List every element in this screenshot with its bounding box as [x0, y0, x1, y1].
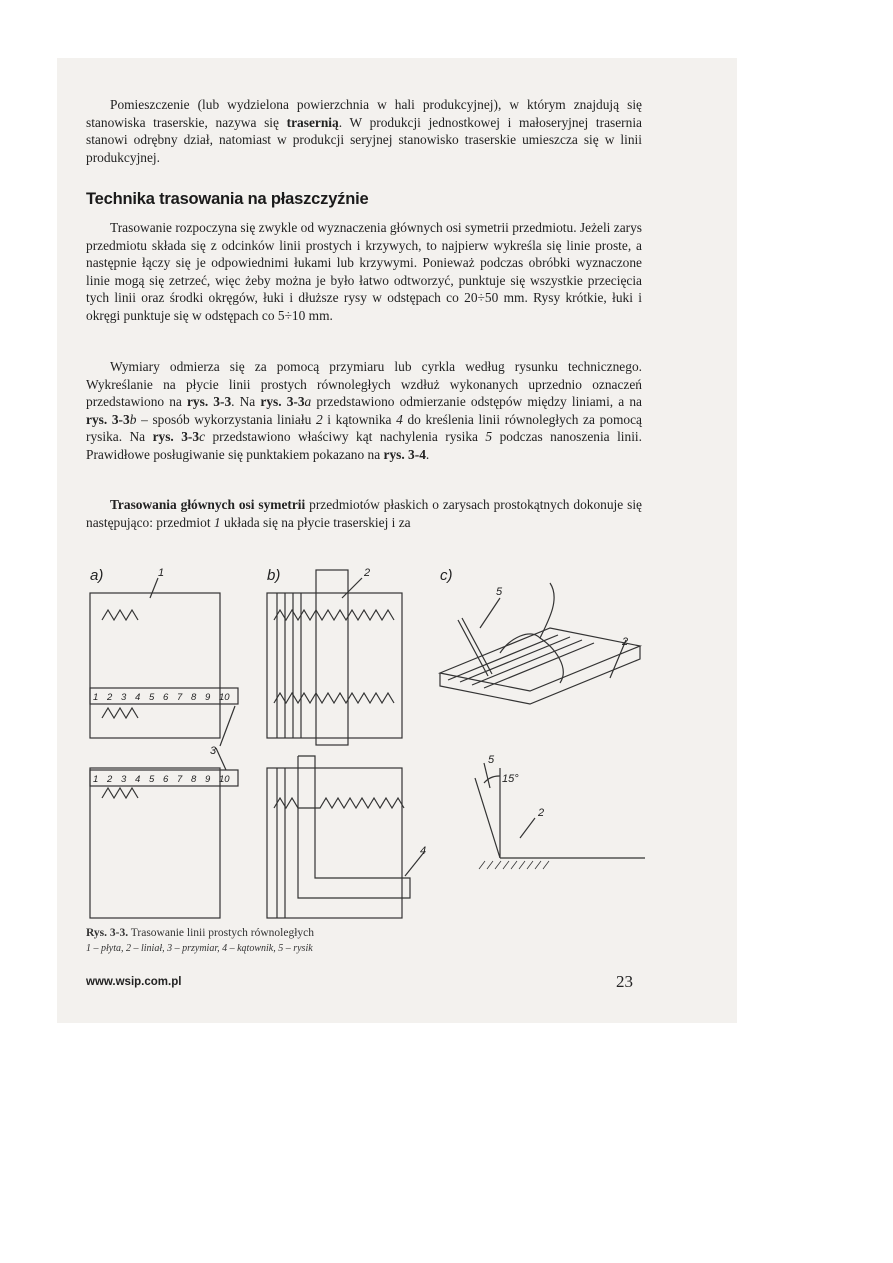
figure-3-3: [80, 558, 660, 926]
scriber-5: [458, 620, 488, 676]
ruler-number: 9: [205, 692, 211, 703]
label-4: 4: [420, 845, 427, 857]
ruler-number: 4: [135, 692, 141, 703]
label-3: 3: [210, 745, 217, 757]
ruler-number: 5: [149, 692, 155, 703]
ruler-number: 4: [135, 774, 141, 785]
paragraph-2: Trasowanie rozpoczyna się zwykle od wyznaczenia głównych osi symetrii przedmiotu. Jeżeli zarys przedmiotu składa się z odcinków linii prostych i krzywych, to najpierw wykreśla się linie proste, a następnie łączy się je odpowiednimi łukami lub krzywymi. Ponieważ podczas obróbki wyznaczone linie mogą się zetrzeć, więc żeby można je było łatwo odtworzyć, punktuje się wszystkie przecięcia tych linii oraz środki okręgów, łuki i dłuższe rysy w odstępach co 20÷50 mm. Rysy krótkie, łuki i okręgi punktuje się w odstępach co 5÷10 mm.: [86, 220, 642, 323]
label-2-c: 2: [622, 636, 629, 648]
section-title: Technika trasowania na płaszczyźnie: [86, 190, 369, 208]
term-trasernia: trasernią: [286, 114, 339, 130]
ruler-number: 3: [121, 774, 127, 785]
figure-caption: Rys. 3-3. Trasowanie linii prostych równoległych 1 – płyta, 2 – liniał, 3 – przymiar, 4 – kątownik, 5 – rysik: [86, 927, 314, 954]
ruler-number: 10: [219, 774, 230, 785]
ruler-number: 7: [177, 692, 183, 703]
ruler-number: 2: [107, 774, 113, 785]
panel-c-label: c): [440, 567, 453, 584]
plate-b-top: [267, 593, 402, 738]
label-2-angle: 2: [538, 807, 545, 819]
ruler-number: 1: [93, 692, 99, 703]
paragraph-4: Trasowania głównych osi symetrii przedmiotów płaskich o zarysach prostokątnych dokonuje się następująco: przedmiot 1 układa się na płycie traserskiej i za: [86, 497, 642, 530]
ruler-number: 8: [191, 774, 197, 785]
ruler-number: 5: [149, 774, 155, 785]
ruler-number: 3: [121, 692, 127, 703]
ruler-number: 2: [107, 692, 113, 703]
ruler-number: 9: [205, 774, 211, 785]
footer-url: www.wsip.com.pl: [86, 976, 182, 988]
scriber-angle: [475, 778, 500, 858]
tick-marks: [102, 610, 138, 620]
panel-a-label: a): [90, 567, 104, 584]
paragraph-1: Pomieszczenie (lub wydzielona powierzchnia w hali produkcyjnej), w którym znajdują się stanowiska traserskie, nazywa się trasernią. W produkcji jednostkowej i małoseryjnej trasernia stanowi odrębny dział, natomiast w produkcji seryjnej stanowisko traserskie umieszcza się w linii produkcyjnej.: [86, 97, 642, 165]
ruler-number: 6: [163, 774, 169, 785]
label-5-angle: 5: [488, 754, 495, 766]
ruler-number: 1: [93, 774, 99, 785]
page-number: 23: [616, 972, 633, 991]
label-1: 1: [158, 567, 165, 579]
ruler-number: 10: [219, 692, 230, 703]
plate-b-bottom: [267, 768, 402, 918]
angle-label: 15°: [502, 773, 519, 785]
ruler-number: 8: [191, 692, 197, 703]
ruler-number: 6: [163, 692, 169, 703]
plate-1-top: [90, 593, 220, 738]
label-2-b: 2: [364, 567, 371, 579]
square-4: [298, 756, 410, 898]
label-5-c: 5: [496, 586, 503, 598]
paragraph-3: Wymiary odmierza się za pomocą przymiaru lub cyrkla według rysunku technicznego. Wykreślanie na płycie linii prostych równoległych wzdłuż wykonanych uprzednio oznaczeń przedstawiono na rys. 3-3. Na rys. 3-3a przedstawiono odmierzanie odstępów między liniami, a na rys. 3-3b – sposób wykorzystania liniału 2 i kątownika 4 do kreślenia linii równoległych za pomocą rysika. Na rys. 3-3c przedstawiono właściwy kąt nachylenia rysika 5 podczas nanoszenia linii. Prawidłowe posługiwanie się punktakiem pokazano na rys. 3-4.: [86, 359, 642, 462]
panel-b-label: b): [267, 567, 281, 584]
ruler-number: 7: [177, 774, 183, 785]
